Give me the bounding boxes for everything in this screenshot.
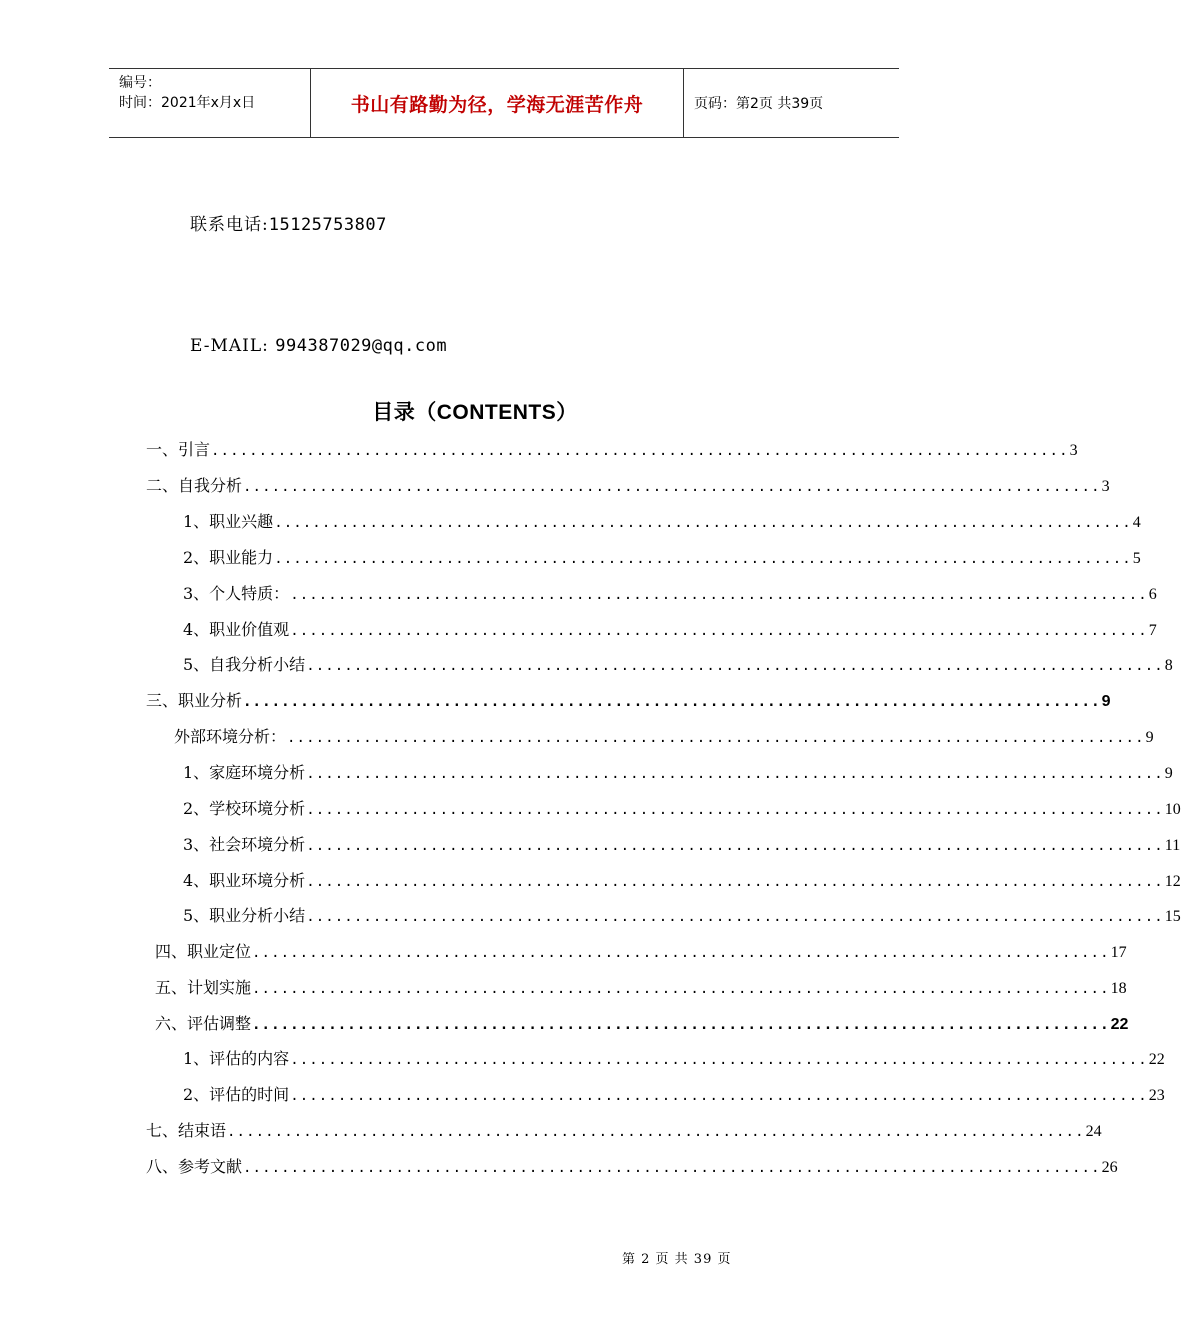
toc-entry-page: 8 xyxy=(1164,657,1173,674)
toc-entry-page: 24 xyxy=(1085,1123,1102,1140)
toc-entry[interactable] xyxy=(183,760,1173,782)
toc-entry-page: 26 xyxy=(1101,1159,1118,1176)
toc-entry-page: 12 xyxy=(1164,873,1181,890)
toc-entry-page: 3 xyxy=(1101,478,1110,495)
toc-entry[interactable] xyxy=(183,509,1141,531)
toc-leader-dots: .......................................................................................... xyxy=(252,1017,1110,1033)
toc-entry-label: 四、职业定位 xyxy=(155,942,252,961)
toc-leader-dots: .......................................................................................... xyxy=(306,802,1164,818)
toc-entry-label: 3、个人特质： xyxy=(183,584,290,603)
toc-entry-page: 9 xyxy=(1164,765,1173,782)
toc-leader-dots: .......................................................................................... xyxy=(243,1160,1101,1176)
toc-entry-label: 五、计划实施 xyxy=(155,978,252,997)
toc-entry-page: 18 xyxy=(1110,980,1127,997)
toc-entry-label: 八、参考文献 xyxy=(146,1157,243,1176)
header-meta-cell xyxy=(109,69,311,137)
toc-leader-dots: .......................................................................................... xyxy=(306,909,1164,925)
toc-entry-label: 2、学校环境分析 xyxy=(183,799,306,818)
email-label: E-MAIL: xyxy=(190,336,269,356)
toc-entry-label: 2、职业能力 xyxy=(183,548,274,567)
toc-entry-label: 三、职业分析 xyxy=(146,691,243,710)
toc-entry-label: 1、职业兴趣 xyxy=(183,512,274,531)
toc-leader-dots: .......................................................................................... xyxy=(306,766,1164,782)
toc-entry[interactable] xyxy=(146,1118,1102,1140)
toc-entry[interactable] xyxy=(183,868,1181,890)
toc-leader-dots: .......................................................................................... xyxy=(211,443,1069,459)
toc-entry-page: 17 xyxy=(1110,944,1127,961)
toc-entry[interactable] xyxy=(155,939,1127,961)
toc-entry[interactable] xyxy=(155,1011,1129,1033)
phone-line xyxy=(190,210,387,235)
toc-leader-dots: .......................................................................................... xyxy=(227,1124,1085,1140)
toc-entry[interactable] xyxy=(146,473,1110,495)
toc-entry-label: 六、评估调整 xyxy=(155,1014,252,1033)
toc-leader-dots: .......................................................................................... xyxy=(306,874,1164,890)
toc-leader-dots: .......................................................................................... xyxy=(306,838,1164,854)
toc-entry-label: 外部环境分析： xyxy=(174,727,287,746)
toc-entry-label: 5、职业分析小结 xyxy=(183,906,306,925)
toc-entry-label: 2、评估的时间 xyxy=(183,1085,290,1104)
toc-entry-page: 22 xyxy=(1110,1016,1129,1033)
toc-entry-page: 4 xyxy=(1132,514,1141,531)
page-footer: 第 2 页 共 39 页 xyxy=(622,1252,732,1267)
toc-entry-page: 22 xyxy=(1148,1051,1165,1068)
toc-entry[interactable] xyxy=(183,1082,1165,1104)
toc-entry[interactable] xyxy=(183,545,1141,567)
toc-entry-label: 5、自我分析小结 xyxy=(183,655,306,674)
email-line xyxy=(190,336,447,356)
toc-entry-label: 3、社会环境分析 xyxy=(183,835,306,854)
toc-entry-page: 9 xyxy=(1145,729,1154,746)
document-date: 时间：2021年x月x日 xyxy=(119,95,256,111)
toc-entry-label: 七、结束语 xyxy=(146,1121,227,1140)
toc-title xyxy=(0,396,950,426)
toc-entry-label: 4、职业价值观 xyxy=(183,620,290,639)
toc-entry-label: 4、职业环境分析 xyxy=(183,871,306,890)
toc-leader-dots: .......................................................................................... xyxy=(290,587,1148,603)
toc-entry-label: 1、评估的内容 xyxy=(183,1049,290,1068)
toc-leader-dots: .......................................................................................... xyxy=(290,1052,1148,1068)
toc-entry[interactable] xyxy=(183,652,1173,674)
toc-entry[interactable] xyxy=(183,903,1181,925)
toc-leader-dots: .......................................................................................... xyxy=(274,515,1132,531)
toc-entry-page: 3 xyxy=(1069,442,1078,459)
toc-title-cn: 目录（ xyxy=(372,399,437,424)
toc-entry-page: 7 xyxy=(1148,622,1157,639)
phone-number: 15125753807 xyxy=(268,215,387,235)
toc-entry-label: 二、自我分析 xyxy=(146,476,243,495)
toc-title-en: CONTENTS xyxy=(436,401,557,424)
toc-entry-page: 9 xyxy=(1101,693,1111,710)
toc-title-close: ） xyxy=(556,399,578,424)
toc-entry[interactable] xyxy=(183,796,1181,818)
toc-entry[interactable] xyxy=(183,832,1181,854)
toc-leader-dots: .......................................................................................... xyxy=(290,623,1148,639)
toc-entry[interactable] xyxy=(146,437,1078,459)
toc-entry[interactable] xyxy=(146,1154,1118,1176)
toc-entry-page: 11 xyxy=(1164,837,1181,854)
toc-leader-dots: .......................................................................................... xyxy=(243,479,1101,495)
toc-entry[interactable] xyxy=(183,581,1157,603)
toc-entry-page: 5 xyxy=(1132,550,1141,567)
toc-entry[interactable] xyxy=(174,724,1154,746)
toc-entry[interactable] xyxy=(183,1046,1165,1068)
toc-entry-page: 15 xyxy=(1164,908,1181,925)
toc-entry[interactable] xyxy=(183,617,1157,639)
toc-leader-dots: .......................................................................................... xyxy=(306,658,1164,674)
phone-label: 联系电话: xyxy=(190,215,269,235)
email-address: 994387029@qq.com xyxy=(275,336,448,356)
toc-entry-label: 一、引言 xyxy=(146,440,211,459)
toc-entry[interactable] xyxy=(155,975,1127,997)
toc-entry-page: 6 xyxy=(1148,586,1157,603)
header-page-info: 页码：第2页 共39页 xyxy=(694,96,824,112)
toc-leader-dots: .......................................................................................... xyxy=(287,730,1145,746)
toc-leader-dots: .......................................................................................... xyxy=(243,694,1101,710)
document-number-label: 编号： xyxy=(119,75,161,91)
header-motto: 书山有路勤为径，学海无涯苦作舟 xyxy=(311,69,684,137)
toc-entry[interactable] xyxy=(146,688,1111,710)
toc-entry-label: 1、家庭环境分析 xyxy=(183,763,306,782)
toc-leader-dots: .......................................................................................... xyxy=(274,551,1132,567)
toc-leader-dots: .......................................................................................... xyxy=(290,1088,1148,1104)
toc-leader-dots: .......................................................................................... xyxy=(252,981,1110,997)
toc-entry-page: 23 xyxy=(1148,1087,1165,1104)
toc-entry-page: 10 xyxy=(1164,801,1181,818)
page-header xyxy=(109,68,899,138)
toc-leader-dots: .......................................................................................... xyxy=(252,945,1110,961)
